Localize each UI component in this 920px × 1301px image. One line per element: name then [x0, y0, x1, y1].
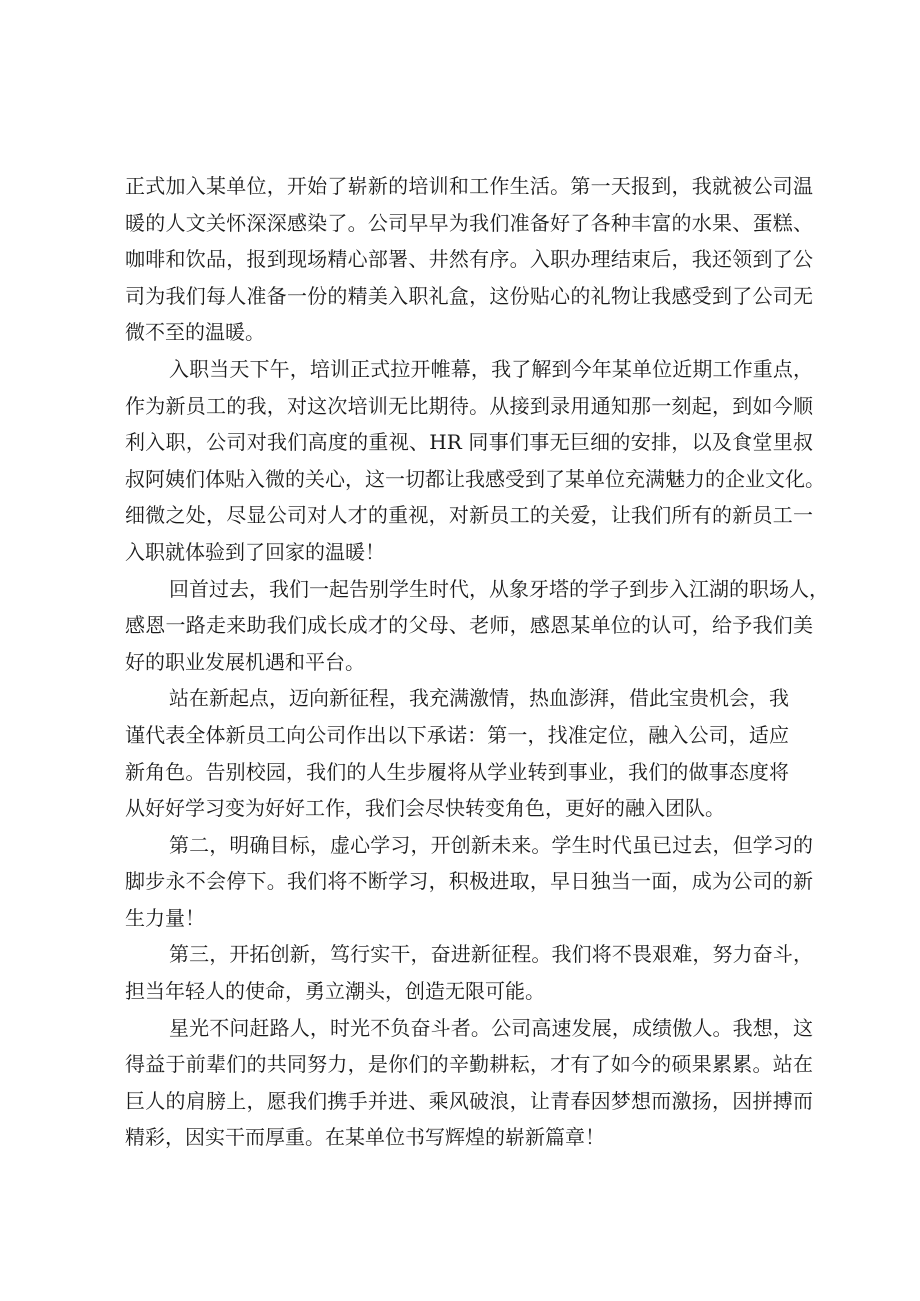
text-line: 第二，明确目标，虚心学习，开创新未来。学生时代虽已过去，但学习的: [169, 832, 813, 857]
text-line: 精彩，因实干而厚重。在某单位书写辉煌的崭新篇章！: [125, 1125, 605, 1150]
text-line: 司为我们每人准备一份的精美入职礼盒，这份贴心的礼物让我感受到了公司无: [125, 283, 813, 308]
paragraph-1: [125, 168, 813, 351]
text-line: 生力量！: [125, 905, 205, 930]
text-line: 第三，开拓创新，笃行实干，奋进新征程。我们将不畏艰难，努力奋斗，: [169, 942, 813, 967]
text-line: 新角色。告别校园，我们的人生步履将从学业转到事业，我们的做事态度将: [125, 759, 789, 784]
text-line: 利入职，公司对我们高度的重视、HR 同事们事无巨细的安排，以及食堂里叔: [125, 430, 813, 455]
text-line: 巨人的肩膀上，愿我们携手并进、乘风破浪，让青春因梦想而激扬，因拼搏而: [125, 1088, 813, 1113]
text-line: 作为新员工的我，对这次培训无比期待。从接到录用通知那一刻起，到如今顺: [125, 393, 813, 418]
text-line: 谨代表全体新员工向公司作出以下承诺：第一，找准定位，融入公司，适应: [125, 722, 789, 747]
text-line: 感恩一路走来助我们成长成才的父母、老师，感恩某单位的认可，给予我们美: [125, 613, 813, 638]
paragraph-4: [125, 680, 813, 826]
text-line: 脚步永不会停下。我们将不断学习，积极进取，早日独当一面，成为公司的新: [125, 869, 813, 894]
text-line: 入职当天下午，培训正式拉开帷幕，我了解到今年某单位近期工作重点，: [169, 356, 813, 381]
paragraph-7: [125, 1010, 813, 1156]
paragraph-5: [125, 827, 813, 937]
text-line: 微不至的温暖。: [125, 320, 265, 345]
text-line: 站在新起点，迈向新征程，我充满激情，热血澎湃，借此宝贵机会，我: [169, 686, 789, 711]
text-line: 叔阿姨们体贴入微的关心，这一切都让我感受到了某单位充满魅力的企业文化。: [125, 466, 825, 491]
paragraph-2: [125, 351, 825, 571]
text-line: 星光不问赶路人，时光不负奋斗者。公司高速发展，成绩傲人。我想，这: [169, 1015, 813, 1040]
paragraph-6: [125, 936, 813, 1009]
text-line: 咖啡和饮品，报到现场精心部署、井然有序。入职办理结束后，我还领到了公: [125, 247, 813, 272]
document-body: [125, 168, 829, 1156]
text-line: 好的职业发展机遇和平台。: [125, 649, 365, 674]
text-line: 担当年轻人的使命，勇立潮头，创造无限可能。: [125, 979, 545, 1004]
paragraph-3: [125, 571, 829, 681]
text-line: 入职就体验到了回家的温暖！: [125, 539, 385, 564]
text-line: 细微之处，尽显公司对人才的重视，对新员工的关爱，让我们所有的新员工一: [125, 503, 813, 528]
text-line: 从好好学习变为好好工作，我们会尽快转变角色，更好的融入团队。: [125, 796, 725, 821]
text-line: 得益于前辈们的共同努力，是你们的辛勤耕耘，才有了如今的硕果累累。站在: [125, 1052, 813, 1077]
text-line: 回首过去，我们一起告别学生时代，从象牙塔的学子到步入江湖的职场人，: [169, 576, 829, 601]
text-line: 暖的人文关怀深深感染了。公司早早为我们准备好了各种丰富的水果、蛋糕、: [125, 210, 813, 235]
text-line: 正式加入某单位，开始了崭新的培训和工作生活。第一天报到，我就被公司温: [125, 174, 813, 198]
